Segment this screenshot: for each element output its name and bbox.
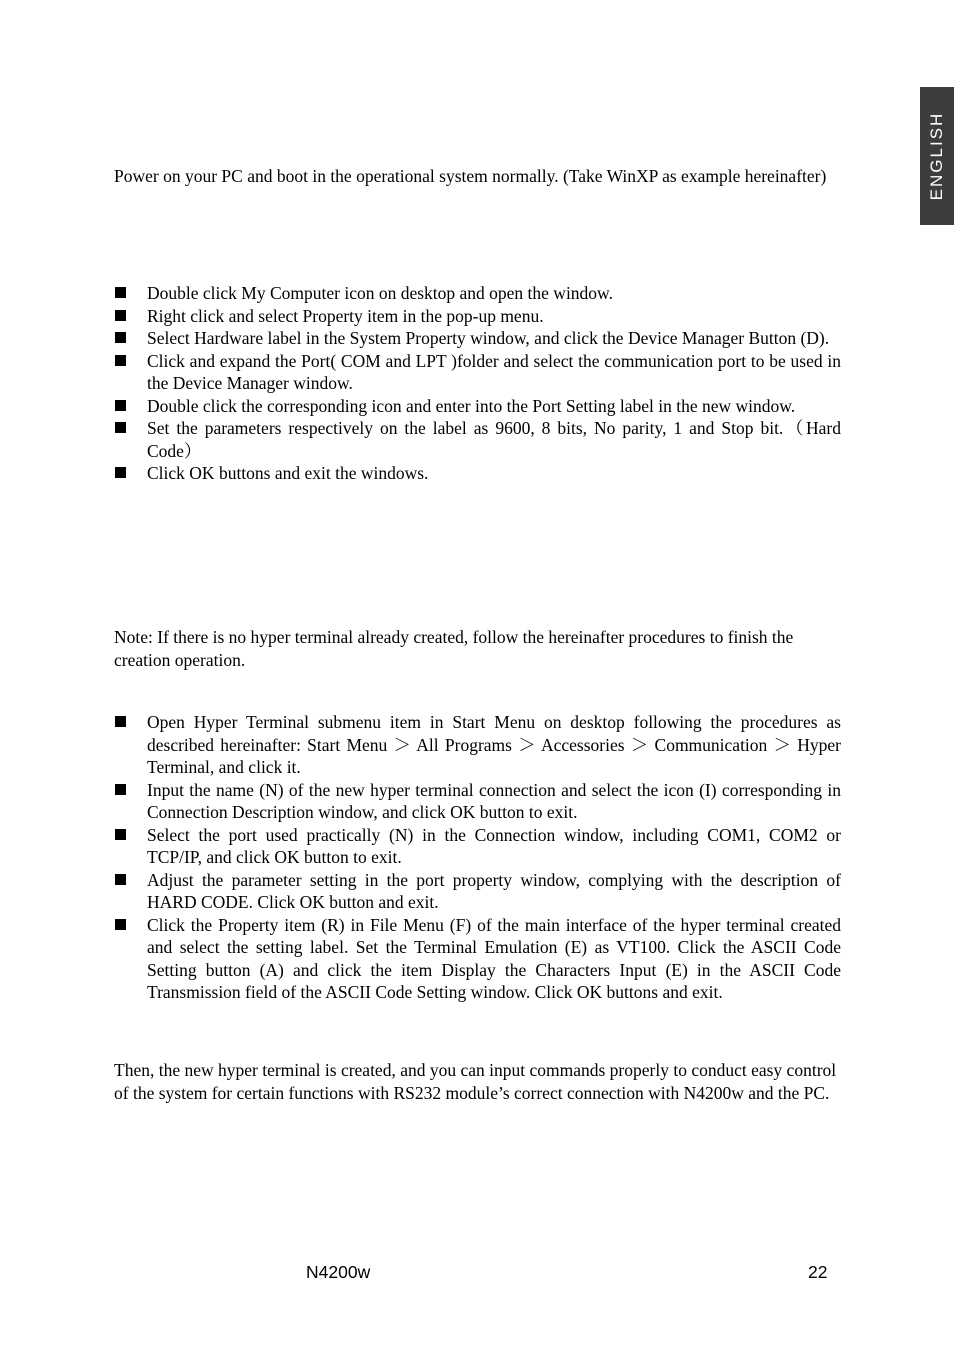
footer-model: N4200w — [306, 1262, 371, 1282]
list-item: Adjust the parameter setting in the port property window, complying with the description of HARD CODE. Click OK button and exit. — [114, 869, 841, 914]
bullet-square-icon — [115, 287, 126, 298]
bullet-square-icon — [115, 355, 126, 366]
bullet-square-icon — [115, 784, 126, 795]
list-item: Click and expand the Port( COM and LPT )folder and select the communication port to be used in the Device Manager window. — [114, 350, 841, 395]
bullet-square-icon — [115, 467, 126, 478]
page-number: 22 — [808, 1262, 828, 1282]
language-tab — [920, 87, 954, 225]
bullet-square-icon — [115, 332, 126, 343]
list-item: Click the Property item (R) in File Menu (F) of the main interface of the hyper terminal created and select the setting label. Set the Terminal Emulation (E) as VT100. Click the ASCII Code Setting button (A) and click the item Display the Characters Input (E) in the ASCII Code Transmission field of the ASCII Code Setting window. Click OK buttons and exit. — [114, 914, 841, 1004]
hyper-terminal-list — [114, 711, 841, 1004]
bullet-square-icon — [115, 400, 126, 411]
note-paragraph: Note: If there is no hyper terminal already created, follow the hereinafter procedures to finish the creation operation. — [114, 627, 794, 670]
list-item: Select Hardware label in the System Property window, and click the Device Manager Button (D). — [114, 327, 841, 350]
intro-paragraph: Power on your PC and boot in the operational system normally. (Take WinXP as example hereinafter) — [114, 166, 827, 186]
list-item: Open Hyper Terminal submenu item in Start Menu on desktop following the procedures as described hereinafter: Start Menu ＞ All Programs ＞ Accessories ＞ Communication ＞ Hyper Terminal, and click it. — [114, 711, 841, 779]
list-item: Input the name (N) of the new hyper terminal connection and select the icon (I) corresponding in Connection Description window, and click OK button to exit. — [114, 779, 841, 824]
bullet-square-icon — [115, 716, 126, 727]
language-tab-label: ENGLISH — [927, 111, 946, 201]
bullet-square-icon — [115, 310, 126, 321]
bullet-square-icon — [115, 919, 126, 930]
list-item: Double click the corresponding icon and enter into the Port Setting label in the new window. — [114, 395, 841, 418]
list-item: Set the parameters respectively on the label as 9600, 8 bits, No parity, 1 and Stop bit.（Hard Code） — [114, 417, 841, 462]
conclusion-paragraph: Then, the new hyper terminal is created, and you can input commands properly to conduct easy control of the system for certain functions with RS232 module’s correct connection with N4200w and the PC. — [114, 1060, 837, 1103]
port-setup-list — [114, 282, 841, 485]
list-item: Right click and select Property item in the pop-up menu. — [114, 305, 841, 328]
bullet-square-icon — [115, 422, 126, 433]
bullet-square-icon — [115, 829, 126, 840]
list-item: Double click My Computer icon on desktop and open the window. — [114, 282, 841, 305]
bullet-square-icon — [115, 874, 126, 885]
list-item: Click OK buttons and exit the windows. — [114, 462, 841, 485]
list-item: Select the port used practically (N) in the Connection window, including COM1, COM2 or TCP/IP, and click OK button to exit. — [114, 824, 841, 869]
